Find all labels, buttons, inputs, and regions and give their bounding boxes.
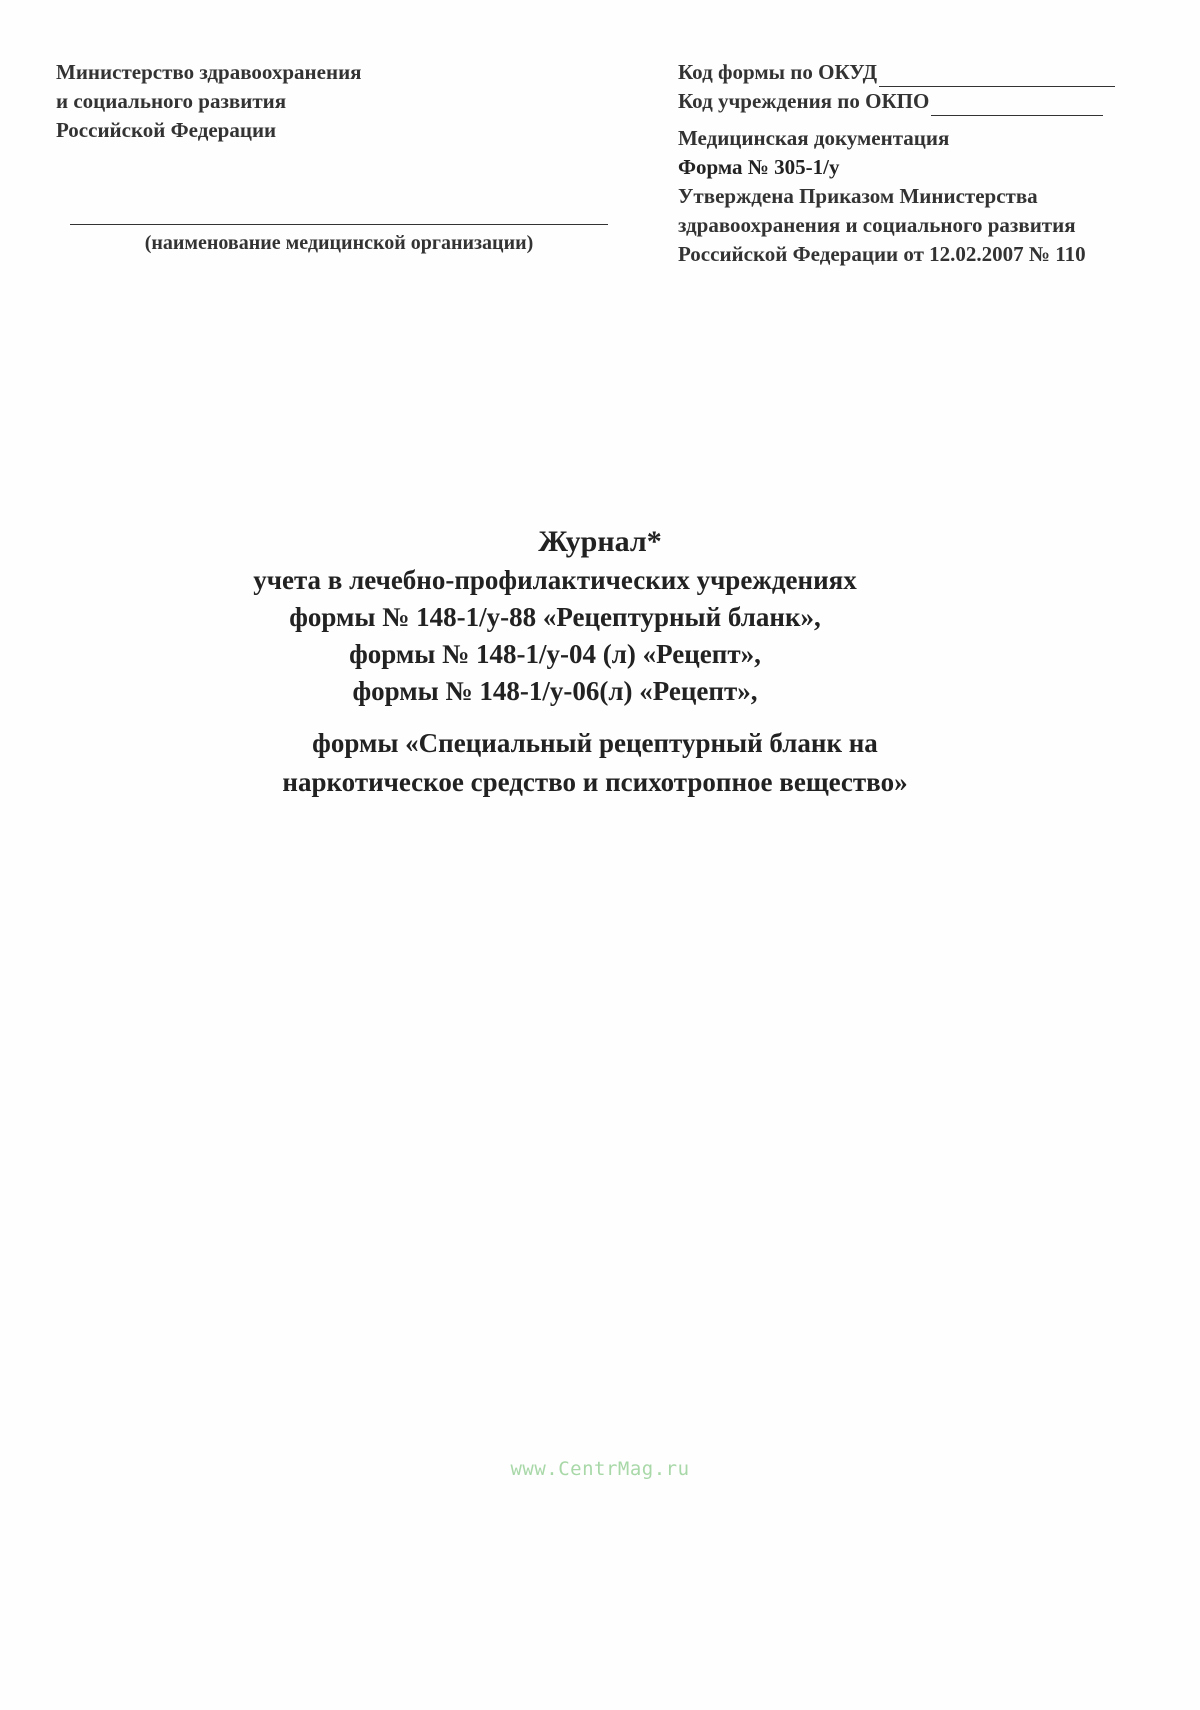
okpo-label: Код учреждения по ОКПО bbox=[678, 89, 930, 113]
ministry-header bbox=[56, 58, 476, 145]
form-number: Форма № 305-1/у bbox=[678, 155, 840, 179]
doc-type: Медицинская документация bbox=[678, 126, 950, 150]
okpo-blank-line bbox=[931, 93, 1103, 116]
okpo-code-row bbox=[678, 87, 1158, 116]
journal-title: Журнал* bbox=[538, 525, 662, 558]
okud-blank-line bbox=[879, 64, 1115, 87]
title-line-1: учета в лечебно-профилактических учреждениях bbox=[253, 565, 857, 595]
title-line-2: формы № 148-1/у-88 «Рецептурный бланк», bbox=[289, 602, 821, 632]
okud-code-row bbox=[678, 58, 1158, 87]
org-name-blank-line bbox=[70, 224, 608, 225]
journal-title-block bbox=[0, 522, 1200, 802]
ministry-line-1: Министерство здравоохранения bbox=[56, 60, 362, 84]
okud-label: Код формы по ОКУД bbox=[678, 60, 878, 84]
ministry-line-2: и социального развития bbox=[56, 89, 287, 113]
approved-line-3: Российской Федерации от 12.02.2007 № 110 bbox=[678, 242, 1086, 266]
watermark: www.CentrMag.ru bbox=[510, 1458, 690, 1480]
form-info-block bbox=[678, 58, 1158, 269]
org-name-caption: (наименование медицинской организации) bbox=[144, 232, 534, 254]
approved-line-1: Утверждена Приказом Министерства bbox=[678, 184, 1038, 208]
title-line-3: формы № 148-1/у-04 (л) «Рецепт», bbox=[349, 639, 761, 669]
title-sub-line-2: наркотическое средство и психотропное вещество» bbox=[282, 767, 908, 797]
title-sub-line-1: формы «Специальный рецептурный бланк на bbox=[312, 728, 878, 758]
ministry-line-3: Российской Федерации bbox=[56, 118, 277, 142]
title-line-4: формы № 148-1/у-06(л) «Рецепт», bbox=[352, 676, 758, 706]
approved-line-2: здравоохранения и социального развития bbox=[678, 213, 1076, 237]
